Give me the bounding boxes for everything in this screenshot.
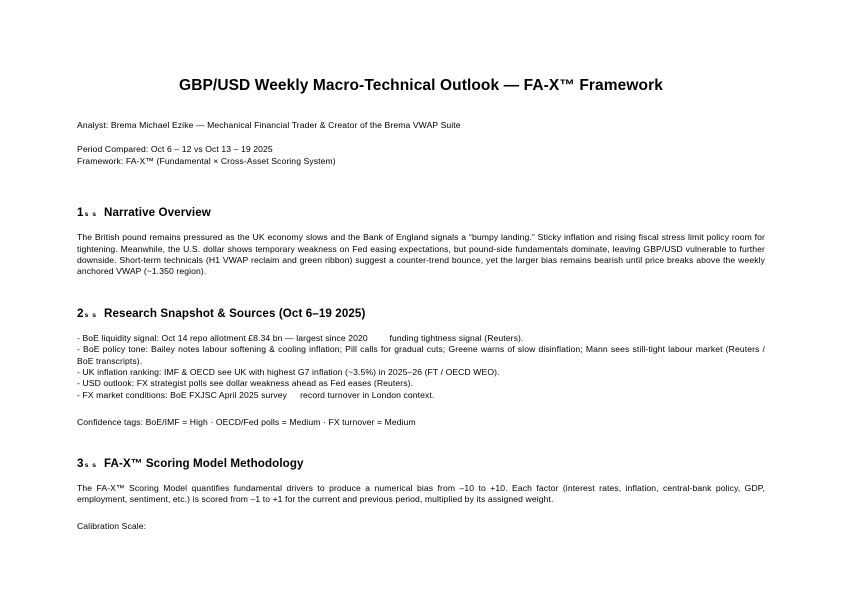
section-2-heading (77, 307, 765, 323)
calibration-scale-label: Calibration Scale: (77, 520, 147, 531)
analyst-line: Analyst: Brema Michael Ezike — Mechanical Financial Trader & Creator of the Brema VWAP Suite (77, 120, 461, 130)
section-1-number: 1 (77, 206, 84, 220)
section-2-title: Research Snapshot & Sources (Oct 6–19 2025) (104, 306, 366, 320)
emoji-fallback-glyphs: s s (84, 211, 98, 219)
narrative-overview-paragraph: The British pound remains pressured as the UK economy slows and the Bank of England signals a “bumpy landing.” Sticky inflation and rising fiscal stress limit policy room for tightening. Meanwhile, the U.S. dollar shows temporary weakness on Fed easing expectations, but pound-side fundamentals dominate, leaving GBP/USD vulnerable to further downside. Short-term technicals (H1 VWAP reclaim and green ribbon) suggest a counter-trend bounce, yet the larger bias remains bearish until price breaks above the weekly anchored VWAP (~1.350 region). (77, 232, 765, 277)
bullet-item: - FX market conditions: BoE FXJSC April 2025 survey record turnover in London context. (77, 389, 435, 400)
period-compared-line: Period Compared: Oct 6 – 12 vs Oct 13 – 19 2025 (77, 144, 273, 155)
research-bullet-list (77, 333, 765, 401)
section-1-heading (77, 206, 765, 222)
section-1-title: Narrative Overview (104, 206, 211, 220)
methodology-paragraph: The FA-X™ Scoring Model quantifies fundamental drivers to produce a numerical bias from –10 to +10. Each factor (interest rates, inflation, central-bank policy, GDP, employment, sentiment, etc.) is scored from –1 to +1 for the current and previous period, multiplied by its assigned weight. (77, 482, 765, 505)
meta-block (77, 144, 765, 167)
section-3-number: 3 (77, 456, 84, 470)
framework-line: Framework: FA-X™ (Fundamental × Cross-Asset Scoring System) (77, 155, 336, 166)
section-2-number: 2 (77, 306, 84, 320)
bullet-item: - USD outlook: FX strategist polls see dollar weakness ahead as Fed eases (Reuters). (77, 378, 414, 389)
section-3-heading (77, 457, 765, 473)
bullet-item: - BoE policy tone: Bailey notes labour softening & cooling inflation; Pill calls for gradual cuts; Greene warns of slow disinflation; Mann sees still-tight labour market (Reuters / BoE transcripts). (77, 344, 765, 366)
confidence-tags-line: Confidence tags: BoE/IMF = High · OECD/Fed polls = Medium · FX turnover = Medium (77, 417, 416, 428)
bullet-item: - UK inflation ranking: IMF & OECD see UK with highest G7 inflation (~3.5%) in 2025–26 (FT / OECD WEO). (77, 367, 500, 378)
section-3-title: FA-X™ Scoring Model Methodology (104, 456, 304, 470)
bullet-item: - BoE liquidity signal: Oct 14 repo allotment £8.34 bn — largest since 2020 funding tightness signal (Reuters). (77, 332, 524, 343)
emoji-fallback-glyphs: s s (84, 311, 98, 319)
emoji-fallback-glyphs: s s (84, 461, 98, 469)
page-title: GBP/USD Weekly Macro-Technical Outlook — FA-X™ Framework (179, 77, 663, 94)
